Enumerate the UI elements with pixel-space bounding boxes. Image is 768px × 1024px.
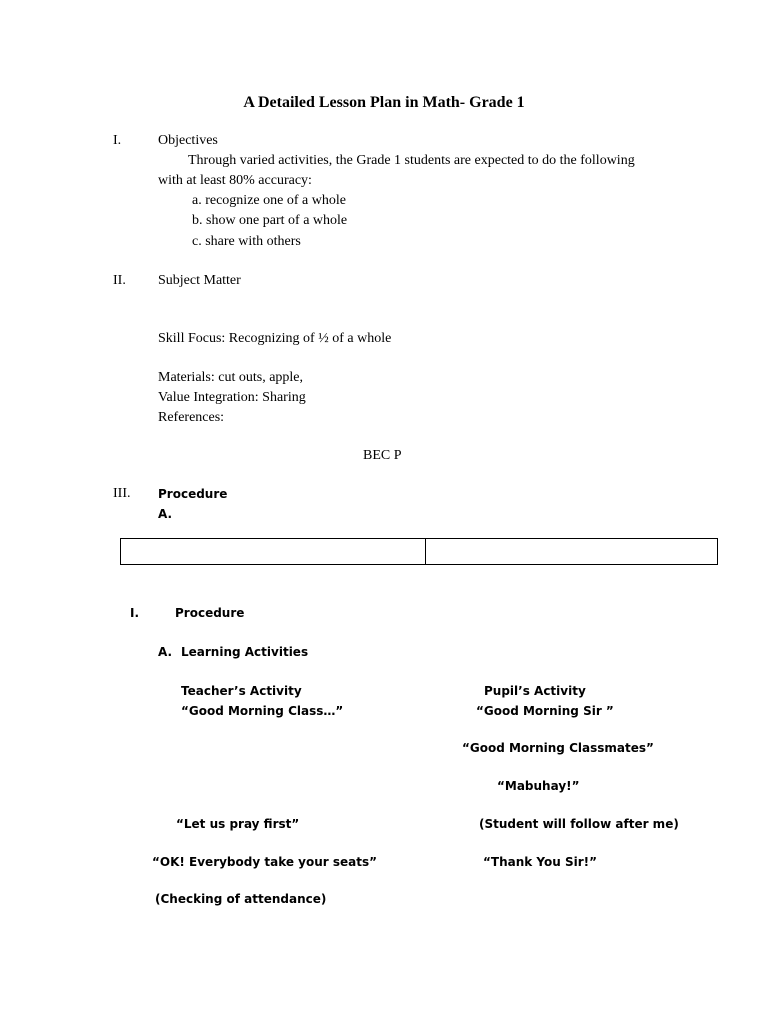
section-3-numeral: III. [113,486,131,501]
objectives-intro-line-1: Through varied activities, the Grade 1 students are expected to do the following [188,153,635,168]
procedure-sub-a: A. [158,507,173,521]
teacher-line: “Good Morning Class…” [181,704,344,718]
pupil-line: “Good Morning Classmates” [462,741,654,755]
pupil-activity-header: Pupil’s Activity [484,684,586,698]
empty-table-row [120,538,718,565]
section-1-numeral: I. [113,133,122,148]
section-2-numeral: II. [113,273,126,288]
objectives-intro-line-2: with at least 80% accuracy: [158,173,312,188]
objective-item: b. show one part of a whole [192,213,348,228]
learning-activities-letter: A. [158,645,173,659]
pupil-line: “Good Morning Sir ” [476,704,614,718]
teacher-line: “Let us pray first” [176,817,300,831]
objective-item: c. share with others [192,234,301,249]
reference-value: BEC P [363,448,402,463]
pupil-line: “Mabuhay!” [497,779,580,793]
table-cell [426,539,717,564]
skill-focus: Skill Focus: Recognizing of ½ of a whole [158,331,392,346]
value-integration: Value Integration: Sharing [158,390,306,405]
pupil-line: “Thank You Sir!” [483,855,597,869]
materials: Materials: cut outs, apple, [158,370,304,385]
document-title: A Detailed Lesson Plan in Math- Grade 1 [243,94,525,111]
teacher-line: “OK! Everybody take your seats” [152,855,378,869]
subject-matter-heading: Subject Matter [158,273,241,288]
objectives-heading: Objectives [158,133,218,148]
teacher-activity-header: Teacher’s Activity [181,684,302,698]
part2-numeral: I. [130,606,140,620]
procedure-heading: Procedure [158,487,228,501]
pupil-line: (Student will follow after me) [479,817,679,831]
table-cell [121,539,426,564]
part2-procedure-heading: Procedure [175,606,245,620]
teacher-line: (Checking of attendance) [155,892,327,906]
references-label: References: [158,410,225,425]
objective-item: a. recognize one of a whole [192,193,346,208]
learning-activities-heading: Learning Activities [181,645,309,659]
